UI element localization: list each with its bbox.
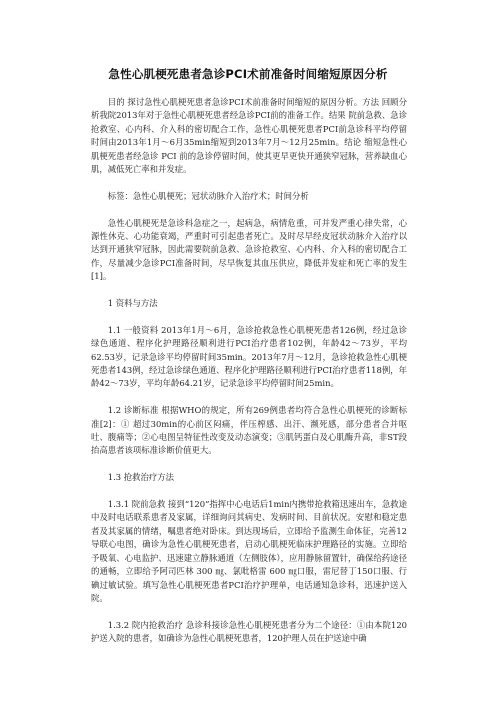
paragraph-1-3-1: 1.3.1 院前急救 接到“120”指挥中心电话后1min内携带抢救箱迅速出车，急救途中及时电话联系患者及家属，详细询问其病史、发病时间、目前状况。安慰和稳定患者及其家属的情绪，嘱患者绝对卧床。到达现场后，立即给予监测生命体征，完善12导联心电图，确诊为急性心肌梗死患者，启动心肌梗死临床护理路径的实施。立即给予吸氧、心电监护、迅速建立静脉通道（左侧肢体），应用静脉留置针，确保给药途径的通畅，立即给予阿司匹林 300 ㎎、氯吡格雷 600 ㎎口服，雷尼替丁150口服、行碘过敏试验。填写急性心肌梗死患者PCI治疗护理单，电话通知急诊科，迅速护送入院。 bbox=[91, 499, 407, 603]
keywords-paragraph: 标签：急性心肌梗死；冠状动脉介入治疗术；时间分析 bbox=[107, 190, 309, 201]
paragraph-1-1: 1.1 一般资料 2013年1月～6月，急诊抢救急性心肌梗死患者126例，经过急诊绿色通道、程序化护理路径顺利进行PCI治疗患者102例，年龄42～73岁，平均62.53岁，记录急诊平均停留时间35min。2013年7月～12月，急诊抢救急性心肌梗死患者143例，经过急诊绿色通道、程序化护理路径顺利进行PCI治疗患者118例，年龄42～73岁，平均年龄64.21岁，记录急诊平均停留时间25min。 bbox=[91, 324, 407, 389]
intro-paragraph: 急性心肌梗死是急诊科急症之一，起病急，病情危重，可并发严重心律失常，心源性休克、心功能衰竭，严重时可引起患者死亡。及时尽早经皮冠状动脉介入治疗以达到开通狭窄冠脉，因此需要院前急救、急诊抢救室、心内科、介入科的密切配合工作，尽量减少急诊PCI准备时间，尽早恢复其血压供应，降低并发症和死亡率的发生[1]。 bbox=[91, 217, 407, 282]
article-body bbox=[91, 96, 407, 646]
section-heading-1: 1 资料与方法 bbox=[107, 298, 158, 309]
abstract-paragraph: 目的 探讨急性心肌梗死患者急诊PCI术前准备时间缩短的原因分析。方法 回顾分析我院2013年对于急性心肌梗死患者经急诊PCI前的准备工作。结果 院前急救、急诊抢救室、心内科、介入科的密切配合工作，急性心肌梗死患者PCI前急诊科平均停留时间由2013年1月～6月35min缩短到2013年7月～12月25min。结论 缩短急性心肌梗死患者经急诊 PCI 前的急诊停留时间，使其更早更快开通狭窄冠脉，营养缺血心肌，减低死亡率和并发症。 bbox=[91, 97, 407, 175]
page-title: 急性心肌梗死患者急诊PCI术前准备时间缩短原因分析 bbox=[108, 67, 388, 81]
paragraph-1-2: 1.2 诊断标准 根据WHO的规定，所有269例患者均符合急性心肌梗死的诊断标准[2]：① 超过30min的心前区闷痛，伴压榨感、出汗、濒死感，部分患者合并呕吐、腹痛等；②心电图呈特征性改变及动态演变；③肌钙蛋白及心肌酶升高，非ST段抬高患者该项标准诊断价值更大。 bbox=[91, 405, 407, 456]
paragraph-1-3-2: 1.3.2 院内抢救治疗 急诊科接诊急性心肌梗死患者分为二个途径：①由本院120护送入院的患者，如确诊为急性心肌梗死患者，120护理人员在护送途中确 bbox=[91, 619, 407, 644]
section-heading-1-3: 1.3 抢救治疗方法 bbox=[107, 472, 175, 483]
